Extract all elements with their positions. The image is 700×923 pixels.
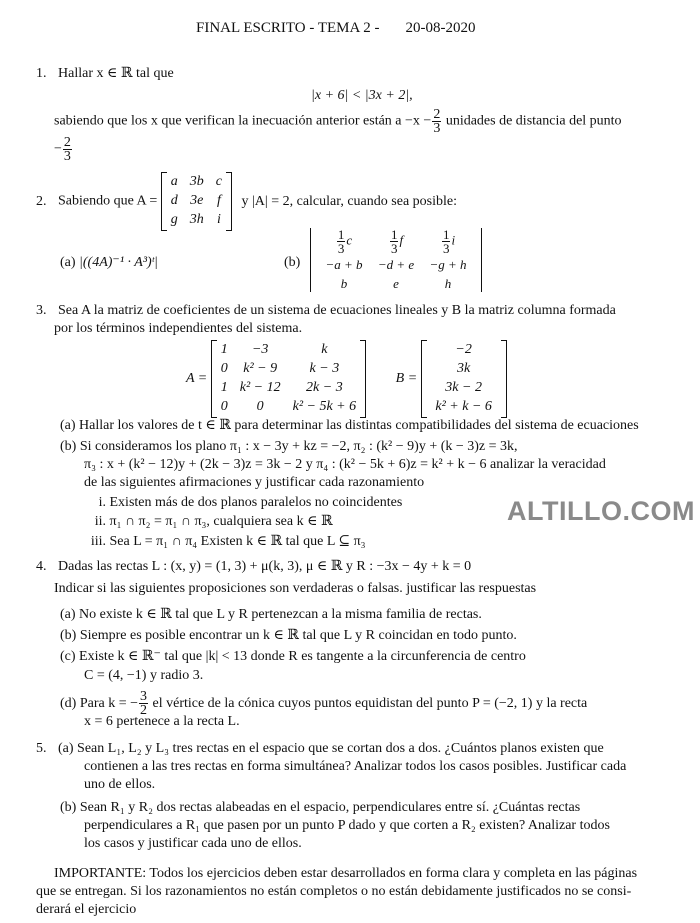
matrix-B-label: B = <box>395 371 418 387</box>
q2-intro <box>36 172 457 231</box>
q1-number: 1. <box>36 66 47 81</box>
bracket <box>226 172 232 231</box>
item-text: π₁ ∩ π₂ = π₁ ∩ π₃, cualquiera sea k ∈ ℝ <box>109 514 333 529</box>
q2-b-label: (b) <box>284 255 301 270</box>
text: Para k = − <box>79 696 138 711</box>
q3-number: 3. <box>36 303 47 318</box>
matrix-cell: i <box>216 212 221 227</box>
text: No existe k ∈ ℝ tal que L y R pertenezcan a la misma familia de rectas. <box>79 607 482 622</box>
det-var: c <box>346 232 353 248</box>
q3-item-ii <box>84 514 333 530</box>
matrix-cell: a <box>170 174 178 189</box>
matrix-cell: 3k − 2 <box>445 380 482 395</box>
q3-a-label: (a) <box>60 418 76 433</box>
matrix-cell: k² + k − 6 <box>435 399 492 414</box>
matrix-cell: k − 3 <box>309 361 340 376</box>
q2-condition: y |A| = 2, calcular, cuando sea posible: <box>241 193 457 209</box>
frac-num: 2 <box>433 107 441 122</box>
q3-a-text: Hallar los valores de t ∈ ℝ para determinar las distintas compatibilidades del sistema de ecuaciones <box>79 418 639 433</box>
q5-a <box>36 741 604 757</box>
watermark-logo: ALTILLO.COM <box>507 496 695 526</box>
text: Sean R₁ y R₂ dos rectas alabeadas en el espacio, perpendiculares entre sí. ¿Cuántas rectas <box>79 800 581 815</box>
q3-item-i <box>84 495 402 511</box>
matrix-cell: 3e <box>190 193 204 208</box>
q1-inequality: |x + 6| < |3x + 2|, <box>311 88 413 103</box>
frac-den: 2 <box>140 703 147 719</box>
matrix-B <box>421 340 507 418</box>
bracket <box>501 340 507 418</box>
q5-number: 5. <box>36 741 47 756</box>
label: (b) <box>60 800 77 815</box>
matrix-cell: 0 <box>220 399 228 414</box>
matrix-cell: k² − 5k + 6 <box>292 399 357 414</box>
q4-number: 4. <box>36 559 47 574</box>
label: (b) <box>60 628 77 643</box>
label: (d) <box>60 696 77 711</box>
q1-point <box>54 136 73 163</box>
frac-num: 2 <box>63 135 71 150</box>
matrix-A <box>211 340 366 418</box>
bracket <box>360 340 366 418</box>
frac-num: 1 <box>337 227 345 242</box>
frac-den: 3 <box>390 241 398 256</box>
q2-intro-text: Sabiendo que A = <box>58 193 158 209</box>
matrix-A-label: A = <box>186 371 208 387</box>
q3-b <box>60 439 518 455</box>
q4-d2: x = 6 pertenece a la recta L. <box>84 714 240 729</box>
q1-text-a: sabiendo que los x que verifican la inecuación anterior están a −x − <box>54 113 432 129</box>
matrix-cell: k <box>321 342 328 357</box>
matrix-cell: g <box>170 212 178 227</box>
text: Siempre es posible encontrar un k ∈ ℝ tal que L y R coincidan en todo punto. <box>79 628 517 643</box>
det-cell: h <box>444 276 452 291</box>
matrix-cell: f <box>216 193 221 208</box>
q1-intro <box>36 66 174 82</box>
matrix-cell: 3b <box>189 174 204 189</box>
title-text: FINAL ESCRITO - TEMA 2 - <box>196 20 380 36</box>
item-label: i. <box>98 495 106 510</box>
footer-line1: IMPORTANTE: Todos los ejercicios deben estar desarrollados en forma clara y completa en las páginas <box>54 866 638 881</box>
q4-c <box>60 649 526 665</box>
q3-b-line1: Si consideramos los plano π₁ : x − 3y + kz = −2, π₂ : (k² − 9)y + (k − 3)z = 3k, <box>79 439 518 454</box>
det-cell: e <box>393 276 399 291</box>
q3-item-iii <box>84 534 366 550</box>
q4-line1 <box>36 559 471 575</box>
label: (a) <box>58 741 74 756</box>
text: Existe k ∈ ℝ⁻ tal que |k| < 13 donde R es tangente a la circunferencia de centro <box>79 649 526 664</box>
q5-a3: uno de ellos. <box>84 777 156 792</box>
q3-line1-text: Sea A la matriz de coeficientes de un sistema de ecuaciones lineales y B la matriz columna formada <box>58 303 616 318</box>
det-cell <box>318 228 370 255</box>
item-text: Existen más de dos planos paralelos no coincidentes <box>109 495 403 510</box>
matrix-cell: 3k <box>457 361 471 376</box>
q5-b <box>60 800 580 816</box>
item-text: Sea L = π₁ ∩ π₄ Existen k ∈ ℝ tal que L ⊆ π₃ <box>109 534 366 549</box>
q3-b-label: (b) <box>60 439 77 454</box>
det-cell: −d + e <box>377 257 415 272</box>
det-cell: b <box>340 276 348 291</box>
label: (c) <box>60 649 76 664</box>
q2-number: 2. <box>36 193 47 209</box>
q5-b3: los casos y justificar cada uno de ellos. <box>84 836 302 851</box>
det-cell <box>422 228 474 255</box>
q4-b <box>60 628 517 644</box>
frac-num: 3 <box>140 689 147 705</box>
q3-line1 <box>36 303 616 319</box>
item-label: iii. <box>90 534 106 549</box>
matrix-A <box>161 172 232 231</box>
q3-b-line3: de las siguientes afirmaciones y justificar cada razonamiento <box>84 475 425 490</box>
q3-b-line2: π₃ : x + (k² − 12)y + (2k − 3)z = 3k − 2 y π₄ : (k² − 5k + 6)z = k² + k − 6 analizar la veracidad <box>84 457 606 472</box>
det-cell <box>370 228 422 255</box>
matrix-cell: k² − 9 <box>243 361 278 376</box>
fraction <box>432 108 441 135</box>
matrix-cell: −3 <box>251 342 269 357</box>
item-label: ii. <box>94 514 106 529</box>
fraction <box>337 228 346 255</box>
q1-intro-text: Hallar x ∈ ℝ tal que <box>58 66 174 81</box>
bracket <box>421 340 427 418</box>
frac-den: 3 <box>337 241 345 256</box>
matrix-cell: k² − 12 <box>239 380 281 395</box>
frac-num: 1 <box>390 227 398 242</box>
text: el vértice de la cónica cuyos puntos equidistan del punto P = (−2, 1) y la recta <box>152 696 588 711</box>
sign: − <box>54 141 62 157</box>
label: (a) <box>60 607 76 622</box>
q3-matrices <box>186 340 507 418</box>
frac-den: 3 <box>442 241 450 256</box>
det-var: f <box>399 232 404 248</box>
q1-text-b: unidades de distancia del punto <box>445 113 622 129</box>
fraction <box>442 228 451 255</box>
q2-b-determinant <box>310 228 482 292</box>
q1-text <box>54 108 622 135</box>
bracket <box>161 172 167 231</box>
q4-c2: C = (4, −1) y radio 3. <box>84 668 204 683</box>
fraction <box>390 228 399 255</box>
frac-num: 1 <box>442 227 450 242</box>
q3-a <box>60 418 639 434</box>
fraction <box>63 136 72 163</box>
text: Sean L₁, L₂ y L₃ tres rectas en el espacio que se cortan dos a dos. ¿Cuántos planos existen que <box>77 741 604 756</box>
q5-a2: contienen a las tres rectas en forma simultánea? Analizar todos los casos posibles. Justificar cada <box>84 759 627 774</box>
footer-line2: que se entregan. Si los razonamientos no están completos o no están debidamente justificados no se consi- <box>36 884 632 899</box>
matrix-cell: 3h <box>189 212 204 227</box>
matrix-cell: 1 <box>220 342 228 357</box>
det-cell: −g + h <box>429 257 467 272</box>
q2-a-expr: |((4A)⁻¹ · A³)ᵗ| <box>79 255 158 270</box>
matrix-cell: c <box>215 174 222 189</box>
matrix-cell: 2k − 3 <box>306 380 343 395</box>
q3-line2: por los términos independientes del sistema. <box>54 321 303 336</box>
q2-a-label: (a) <box>60 255 76 270</box>
footer-line3: derará el ejercicio <box>36 902 137 917</box>
q5-b2: perpendiculares a R₁ que pasen por un punto P dado y que corten a R₂ existen? Analizar todos <box>84 818 610 833</box>
matrix-cell: −2 <box>455 342 472 357</box>
det-var: i <box>451 232 456 248</box>
q4-line1-text: Dadas las rectas L : (x, y) = (1, 3) + μ(k, 3), μ ∈ ℝ y R : −3x − 4y + k = 0 <box>58 559 472 574</box>
det-cell: −a + b <box>325 257 363 272</box>
q4-line2: Indicar si las siguientes proposiciones son verdaderas o falsas. justificar las respuestas <box>54 581 537 596</box>
matrix-cell: 0 <box>220 361 228 376</box>
exam-title <box>196 20 475 36</box>
matrix-cell: 0 <box>256 399 264 414</box>
frac-den: 3 <box>433 121 441 136</box>
matrix-cell: d <box>170 193 178 208</box>
matrix-cell: 1 <box>220 380 228 395</box>
frac-den: 3 <box>63 149 71 164</box>
q4-a <box>60 607 482 623</box>
bracket <box>211 340 217 418</box>
q2-a <box>60 255 158 271</box>
exam-date: 20-08-2020 <box>405 20 476 36</box>
